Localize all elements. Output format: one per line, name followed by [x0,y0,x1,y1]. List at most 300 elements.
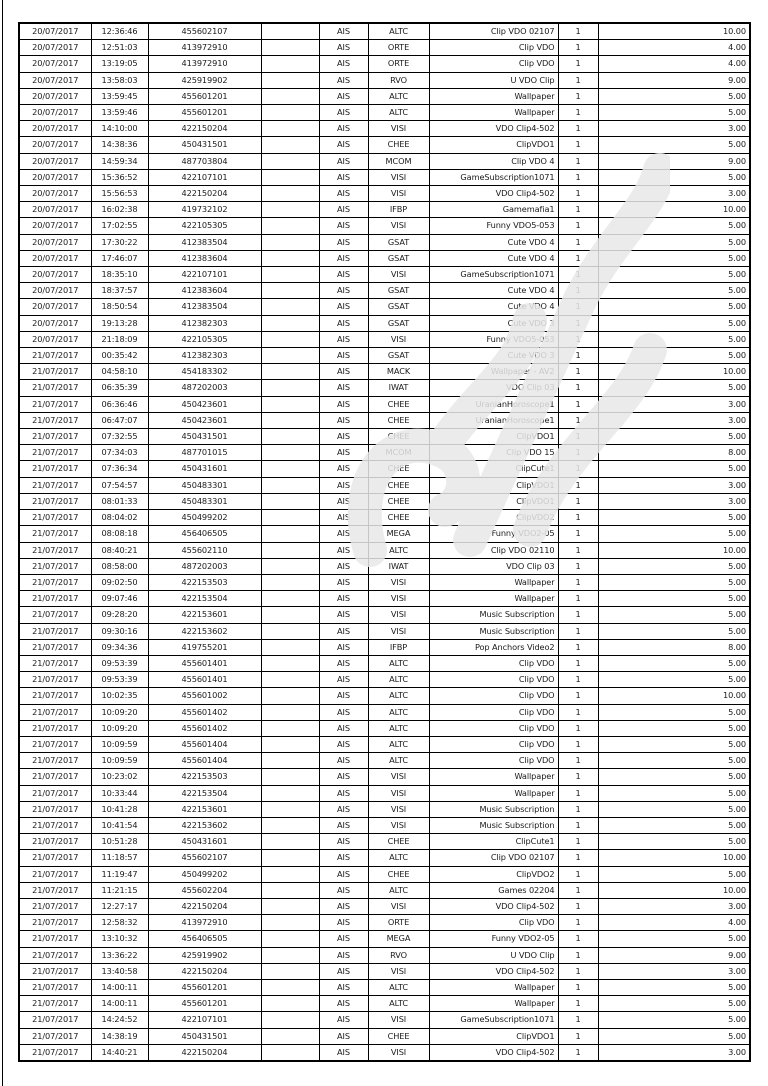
amount-cell: 5.00 [598,769,750,785]
number-cell: 422150204 [148,121,261,137]
date-cell: 21/07/2017 [19,817,91,833]
blank-cell [261,40,319,56]
transaction-rows [19,23,750,1061]
table-row [19,267,750,283]
number-cell: 422105305 [148,331,261,347]
quantity-cell: 1 [558,655,598,671]
service-code-cell: ALTC [368,850,429,866]
operator-cell: AIS [319,72,368,88]
date-cell: 21/07/2017 [19,963,91,979]
service-code-cell: MCOM [368,153,429,169]
number-cell: 455601201 [148,996,261,1012]
quantity-cell: 1 [558,40,598,56]
blank-cell [261,493,319,509]
time-cell: 07:36:34 [91,461,148,477]
operator-cell: AIS [319,915,368,931]
operator-cell: AIS [319,963,368,979]
operator-cell: AIS [319,931,368,947]
table-row [19,1028,750,1044]
service-name-cell: Cute VDO 4 [429,299,558,315]
date-cell: 21/07/2017 [19,1028,91,1044]
table-row [19,898,750,914]
table-row [19,801,750,817]
service-name-cell: Clip VDO 02107 [429,850,558,866]
blank-cell [261,591,319,607]
number-cell: 455602107 [148,850,261,866]
blank-cell [261,218,319,234]
number-cell: 422153601 [148,801,261,817]
amount-cell: 5.00 [598,866,750,882]
service-name-cell: Music Subscription [429,623,558,639]
blank-cell [261,834,319,850]
amount-cell: 3.00 [598,186,750,202]
blank-cell [261,72,319,88]
number-cell: 455601201 [148,979,261,995]
amount-cell: 5.00 [598,817,750,833]
service-name-cell: Wallpaper [429,591,558,607]
amount-cell: 5.00 [598,461,750,477]
quantity-cell: 1 [558,850,598,866]
service-name-cell: Funny VDO2-05 [429,526,558,542]
amount-cell: 4.00 [598,40,750,56]
table-row [19,396,750,412]
service-code-cell: CHEE [368,834,429,850]
number-cell: 455601201 [148,105,261,121]
operator-cell: AIS [319,267,368,283]
table-row [19,850,750,866]
amount-cell: 3.00 [598,412,750,428]
time-cell: 14:00:11 [91,979,148,995]
service-name-cell: ClipVDO1 [429,493,558,509]
quantity-cell: 1 [558,639,598,655]
table-row [19,380,750,396]
date-cell: 21/07/2017 [19,996,91,1012]
service-name-cell: ClipVDO1 [429,477,558,493]
date-cell: 21/07/2017 [19,477,91,493]
blank-cell [261,866,319,882]
operator-cell: AIS [319,704,368,720]
operator-cell: AIS [319,655,368,671]
table-row [19,88,750,104]
table-row [19,1012,750,1028]
service-name-cell: Clip VDO 02110 [429,542,558,558]
time-cell: 12:51:03 [91,40,148,56]
number-cell: 450431501 [148,137,261,153]
service-name-cell: UranianHoroscope1 [429,412,558,428]
time-cell: 14:10:00 [91,121,148,137]
service-code-cell: ALTC [368,704,429,720]
service-code-cell: ALTC [368,105,429,121]
time-cell: 14:38:36 [91,137,148,153]
quantity-cell: 1 [558,574,598,590]
blank-cell [261,574,319,590]
amount-cell: 5.00 [598,315,750,331]
amount-cell: 5.00 [598,591,750,607]
service-code-cell: VISI [368,267,429,283]
blank-cell [261,801,319,817]
blank-cell [261,753,319,769]
amount-cell: 5.00 [598,105,750,121]
blank-cell [261,396,319,412]
number-cell: 487202003 [148,380,261,396]
service-name-cell: Cute VDO 4 [429,250,558,266]
blank-cell [261,380,319,396]
date-cell: 20/07/2017 [19,202,91,218]
service-code-cell: VISI [368,898,429,914]
blank-cell [261,412,319,428]
table-row [19,623,750,639]
number-cell: 422105305 [148,218,261,234]
service-code-cell: VISI [368,817,429,833]
service-code-cell: VISI [368,607,429,623]
time-cell: 07:32:55 [91,429,148,445]
operator-cell: AIS [319,623,368,639]
operator-cell: AIS [319,137,368,153]
service-name-cell: Pop Anchors Video2 [429,639,558,655]
service-name-cell: Clip VDO [429,40,558,56]
service-code-cell: ALTC [368,720,429,736]
service-code-cell: ALTC [368,979,429,995]
date-cell: 21/07/2017 [19,736,91,752]
date-cell: 21/07/2017 [19,704,91,720]
number-cell: 455601404 [148,753,261,769]
number-cell: 450483301 [148,493,261,509]
quantity-cell: 1 [558,769,598,785]
table-row [19,915,750,931]
table-row [19,202,750,218]
service-code-cell: CHEE [368,137,429,153]
service-name-cell: GameSubscription1071 [429,169,558,185]
blank-cell [261,1012,319,1028]
blank-cell [261,882,319,898]
date-cell: 21/07/2017 [19,769,91,785]
service-name-cell: Clip VDO [429,753,558,769]
operator-cell: AIS [319,1044,368,1061]
amount-cell: 5.00 [598,429,750,445]
blank-cell [261,169,319,185]
service-code-cell: GSAT [368,250,429,266]
time-cell: 06:47:07 [91,412,148,428]
operator-cell: AIS [319,299,368,315]
blank-cell [261,348,319,364]
blank-cell [261,461,319,477]
number-cell: 413972910 [148,915,261,931]
quantity-cell: 1 [558,137,598,153]
service-code-cell: GSAT [368,283,429,299]
table-row [19,996,750,1012]
service-name-cell: Clip VDO [429,655,558,671]
number-cell: 450423601 [148,396,261,412]
blank-cell [261,979,319,995]
number-cell: 419755201 [148,639,261,655]
date-cell: 21/07/2017 [19,753,91,769]
date-cell: 21/07/2017 [19,1012,91,1028]
quantity-cell: 1 [558,299,598,315]
operator-cell: AIS [319,558,368,574]
service-name-cell: Cute VDO 3 [429,348,558,364]
time-cell: 09:53:39 [91,672,148,688]
amount-cell: 5.00 [598,607,750,623]
service-name-cell: VDO Clip4-502 [429,1044,558,1061]
service-name-cell: U VDO Clip [429,947,558,963]
operator-cell: AIS [319,591,368,607]
quantity-cell: 1 [558,1012,598,1028]
operator-cell: AIS [319,866,368,882]
table-row [19,153,750,169]
table-row [19,105,750,121]
date-cell: 21/07/2017 [19,720,91,736]
date-cell: 21/07/2017 [19,591,91,607]
number-cell: 413972910 [148,56,261,72]
service-code-cell: GSAT [368,234,429,250]
service-name-cell: GameSubscription1071 [429,1012,558,1028]
time-cell: 10:33:44 [91,785,148,801]
operator-cell: AIS [319,882,368,898]
service-code-cell: VISI [368,169,429,185]
amount-cell: 10.00 [598,202,750,218]
blank-cell [261,1028,319,1044]
number-cell: 450431501 [148,429,261,445]
service-name-cell: VDO Clip 03 [429,558,558,574]
amount-cell: 5.00 [598,250,750,266]
operator-cell: AIS [319,315,368,331]
table-row [19,121,750,137]
table-row [19,769,750,785]
service-name-cell: Cute VDO 3 [429,315,558,331]
number-cell: 422153601 [148,607,261,623]
quantity-cell: 1 [558,753,598,769]
time-cell: 08:08:18 [91,526,148,542]
service-code-cell: IWAT [368,380,429,396]
date-cell: 20/07/2017 [19,121,91,137]
amount-cell: 5.00 [598,623,750,639]
blank-cell [261,250,319,266]
time-cell: 15:36:52 [91,169,148,185]
service-name-cell: Funny VDO5-053 [429,331,558,347]
date-cell: 21/07/2017 [19,882,91,898]
date-cell: 21/07/2017 [19,672,91,688]
amount-cell: 5.00 [598,1012,750,1028]
table-row [19,412,750,428]
service-name-cell: ClipVDO2 [429,510,558,526]
amount-cell: 3.00 [598,121,750,137]
time-cell: 13:10:32 [91,931,148,947]
table-row [19,23,750,40]
service-code-cell: VISI [368,121,429,137]
table-row [19,299,750,315]
service-name-cell: Clip VDO 4 [429,153,558,169]
date-cell: 21/07/2017 [19,979,91,995]
table-row [19,963,750,979]
service-code-cell: ALTC [368,996,429,1012]
operator-cell: AIS [319,380,368,396]
service-code-cell: IFBP [368,639,429,655]
service-code-cell: ALTC [368,736,429,752]
time-cell: 18:35:10 [91,267,148,283]
table-row [19,558,750,574]
time-cell: 14:00:11 [91,996,148,1012]
amount-cell: 5.00 [598,736,750,752]
quantity-cell: 1 [558,315,598,331]
quantity-cell: 1 [558,396,598,412]
quantity-cell: 1 [558,186,598,202]
date-cell: 20/07/2017 [19,186,91,202]
service-code-cell: VISI [368,331,429,347]
date-cell: 21/07/2017 [19,850,91,866]
operator-cell: AIS [319,996,368,1012]
date-cell: 21/07/2017 [19,801,91,817]
service-name-cell: Wallpaper [429,785,558,801]
service-code-cell: ALTC [368,753,429,769]
amount-cell: 10.00 [598,542,750,558]
service-name-cell: Cute VDO 4 [429,234,558,250]
number-cell: 456406505 [148,526,261,542]
operator-cell: AIS [319,445,368,461]
quantity-cell: 1 [558,915,598,931]
number-cell: 450431501 [148,1028,261,1044]
blank-cell [261,88,319,104]
blank-cell [261,105,319,121]
service-code-cell: RVO [368,947,429,963]
service-code-cell: ALTC [368,688,429,704]
date-cell: 20/07/2017 [19,23,91,40]
operator-cell: AIS [319,947,368,963]
amount-cell: 5.00 [598,574,750,590]
amount-cell: 5.00 [598,299,750,315]
service-code-cell: VISI [368,574,429,590]
service-name-cell: Wallpaper [429,88,558,104]
date-cell: 20/07/2017 [19,56,91,72]
service-code-cell: VISI [368,801,429,817]
table-row [19,753,750,769]
service-name-cell: UranianHoroscope1 [429,396,558,412]
blank-cell [261,769,319,785]
blank-cell [261,331,319,347]
quantity-cell: 1 [558,1028,598,1044]
number-cell: 487202003 [148,558,261,574]
date-cell: 20/07/2017 [19,218,91,234]
amount-cell: 5.00 [598,169,750,185]
time-cell: 11:18:57 [91,850,148,866]
quantity-cell: 1 [558,1044,598,1061]
time-cell: 17:46:07 [91,250,148,266]
quantity-cell: 1 [558,963,598,979]
operator-cell: AIS [319,218,368,234]
service-code-cell: MACK [368,364,429,380]
date-cell: 21/07/2017 [19,834,91,850]
service-code-cell: GSAT [368,315,429,331]
blank-cell [261,299,319,315]
quantity-cell: 1 [558,331,598,347]
number-cell: 422153602 [148,817,261,833]
date-cell: 20/07/2017 [19,169,91,185]
service-name-cell: ClipCute1 [429,834,558,850]
amount-cell: 5.00 [598,380,750,396]
quantity-cell: 1 [558,898,598,914]
blank-cell [261,56,319,72]
blank-cell [261,315,319,331]
service-name-cell: Wallpaper [429,574,558,590]
service-name-cell: Clip VDO [429,720,558,736]
time-cell: 09:34:36 [91,639,148,655]
table-row [19,979,750,995]
time-cell: 17:30:22 [91,234,148,250]
amount-cell: 5.00 [598,979,750,995]
quantity-cell: 1 [558,56,598,72]
operator-cell: AIS [319,234,368,250]
quantity-cell: 1 [558,510,598,526]
service-code-cell: CHEE [368,1028,429,1044]
amount-cell: 3.00 [598,898,750,914]
time-cell: 13:19:05 [91,56,148,72]
quantity-cell: 1 [558,866,598,882]
table-row [19,574,750,590]
service-code-cell: IWAT [368,558,429,574]
table-row [19,672,750,688]
blank-cell [261,963,319,979]
quantity-cell: 1 [558,947,598,963]
service-code-cell: VISI [368,186,429,202]
time-cell: 09:28:20 [91,607,148,623]
table-row [19,785,750,801]
number-cell: 450499202 [148,510,261,526]
quantity-cell: 1 [558,801,598,817]
blank-cell [261,1044,319,1061]
operator-cell: AIS [319,105,368,121]
operator-cell: AIS [319,526,368,542]
operator-cell: AIS [319,1028,368,1044]
service-name-cell: Clip VDO 02107 [429,23,558,40]
quantity-cell: 1 [558,250,598,266]
number-cell: 455601402 [148,720,261,736]
time-cell: 10:23:02 [91,769,148,785]
blank-cell [261,429,319,445]
service-name-cell: ClipVDO1 [429,137,558,153]
number-cell: 455602110 [148,542,261,558]
quantity-cell: 1 [558,834,598,850]
number-cell: 422153504 [148,785,261,801]
time-cell: 08:01:33 [91,493,148,509]
amount-cell: 5.00 [598,331,750,347]
number-cell: 422107101 [148,267,261,283]
quantity-cell: 1 [558,493,598,509]
blank-cell [261,639,319,655]
quantity-cell: 1 [558,348,598,364]
date-cell: 21/07/2017 [19,688,91,704]
quantity-cell: 1 [558,169,598,185]
amount-cell: 3.00 [598,396,750,412]
quantity-cell: 1 [558,720,598,736]
time-cell: 12:27:17 [91,898,148,914]
number-cell: 425919902 [148,947,261,963]
service-code-cell: CHEE [368,866,429,882]
service-code-cell: CHEE [368,461,429,477]
table-row [19,607,750,623]
service-code-cell: CHEE [368,510,429,526]
table-row [19,882,750,898]
quantity-cell: 1 [558,88,598,104]
blank-cell [261,558,319,574]
number-cell: 422150204 [148,186,261,202]
operator-cell: AIS [319,56,368,72]
amount-cell: 5.00 [598,218,750,234]
blank-cell [261,607,319,623]
date-cell: 21/07/2017 [19,915,91,931]
service-name-cell: Clip VDO 15 [429,445,558,461]
operator-cell: AIS [319,186,368,202]
operator-cell: AIS [319,331,368,347]
amount-cell: 3.00 [598,493,750,509]
